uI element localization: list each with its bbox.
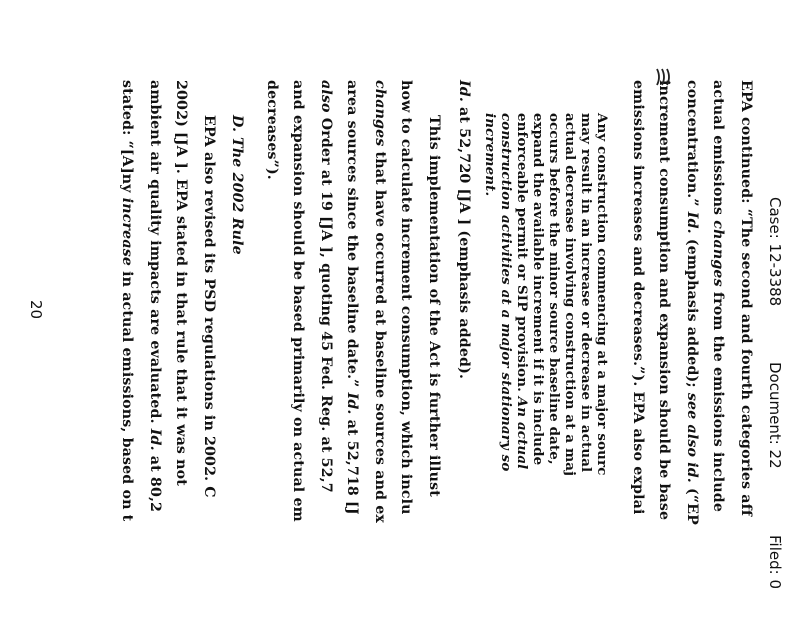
body-line: [344, 80, 360, 515]
header-case: Case: 12-3388: [766, 197, 784, 307]
text-run: Id.: [147, 428, 163, 451]
text-run: that have occurred at baseline sources and ex: [372, 146, 388, 524]
body-line: [398, 80, 414, 515]
body-line: [710, 80, 726, 512]
text-run: Id.: [684, 211, 700, 234]
body-line: [264, 80, 280, 180]
text-run: emissions increases and decreases.”). EPA also explai: [630, 80, 646, 515]
text-run: actual decrease involving construction at a maj: [562, 113, 578, 477]
block-quote-line: [546, 113, 562, 465]
text-run: D. The 2002 Rule: [229, 115, 245, 255]
text-run: increase: [119, 197, 135, 267]
text-run: in actual emissions, based on t: [119, 266, 135, 522]
text-run: (emphasis added);: [684, 233, 700, 393]
text-run: at 52,720 [JA ] (emphasis added).: [456, 101, 472, 380]
text-run: at 52,718 [J: [344, 414, 360, 515]
text-run: how to calculate increment consumption, which inclu: [398, 80, 414, 515]
body-line: [201, 115, 217, 498]
text-run: Any construction commencing at a major sourc: [594, 113, 610, 476]
text-run: 2002) [JA ]. EPA stated in that rule that it was not: [173, 80, 189, 486]
body-line: [318, 80, 334, 493]
text-run: see also id.: [684, 392, 700, 483]
block-quote-line: [530, 113, 546, 465]
text-run: and expansion should be based primarily on actual em: [290, 80, 306, 522]
text-run: may result in an increase or decrease in actual: [578, 113, 594, 473]
body-line: [290, 80, 306, 522]
text-run: ambient air quality impacts are evaluated.: [147, 80, 163, 429]
text-run: area sources since the baseline date.”: [344, 80, 360, 393]
text-run: Id.: [456, 80, 472, 102]
body-line: [426, 115, 442, 497]
block-quote-line: [594, 113, 610, 476]
text-run: enforceable permit or SIP provision.: [514, 113, 530, 397]
body-line: [684, 80, 700, 525]
text-run: Id.: [344, 392, 360, 415]
body-line: [119, 80, 135, 521]
text-run: construction activities at a major stationary so: [498, 113, 514, 472]
text-run: concentration.”: [684, 80, 700, 212]
body-line: [372, 80, 388, 523]
text-run: (“EP: [684, 482, 700, 525]
text-run: EPA also revised its PSD regulations in 2002. C: [201, 115, 217, 498]
block-quote-line: [562, 113, 578, 476]
text-run: decreases”).: [264, 80, 280, 180]
text-run: EPA continued: “The second and fourth categories aff: [738, 80, 754, 517]
text-run: This implementation of the Act is further illust: [426, 115, 442, 497]
block-quote-line: [482, 113, 498, 196]
text-run: expand the available increment if it is include: [530, 113, 546, 466]
text-run: at 80,2: [147, 450, 163, 513]
text-run: actual emissions: [710, 80, 726, 221]
text-run: from the emissions include: [710, 286, 726, 513]
body-line: [456, 80, 472, 379]
text-run: changes: [710, 220, 726, 287]
block-quote-line: [514, 113, 530, 469]
header-filed: Filed: 0: [766, 535, 784, 589]
body-line: [656, 80, 672, 520]
body-line: [630, 80, 646, 515]
page-number: 20: [27, 300, 45, 320]
header-document: Document: 22: [766, 362, 784, 469]
text-run: occurs before the minor source baseline date,: [546, 113, 562, 465]
text-run: increment.: [482, 113, 498, 197]
text-run: changes: [372, 80, 388, 147]
body-line: [738, 80, 754, 516]
text-run: increment consumption and expansion should be base: [656, 80, 672, 521]
block-quote-line: [498, 113, 514, 471]
block-quote-line: [578, 113, 594, 472]
text-run: An actual: [514, 396, 530, 470]
section-heading: [229, 115, 245, 255]
text-run: stated: “[A]ny: [119, 80, 135, 198]
text-run: Order at 19 [JA ], quoting 45 Fed. Reg. at 52,7: [318, 112, 334, 493]
margin-mark-icon: [654, 67, 670, 87]
text-run: also: [318, 80, 334, 113]
body-line: [173, 80, 189, 486]
body-line: [147, 80, 163, 512]
